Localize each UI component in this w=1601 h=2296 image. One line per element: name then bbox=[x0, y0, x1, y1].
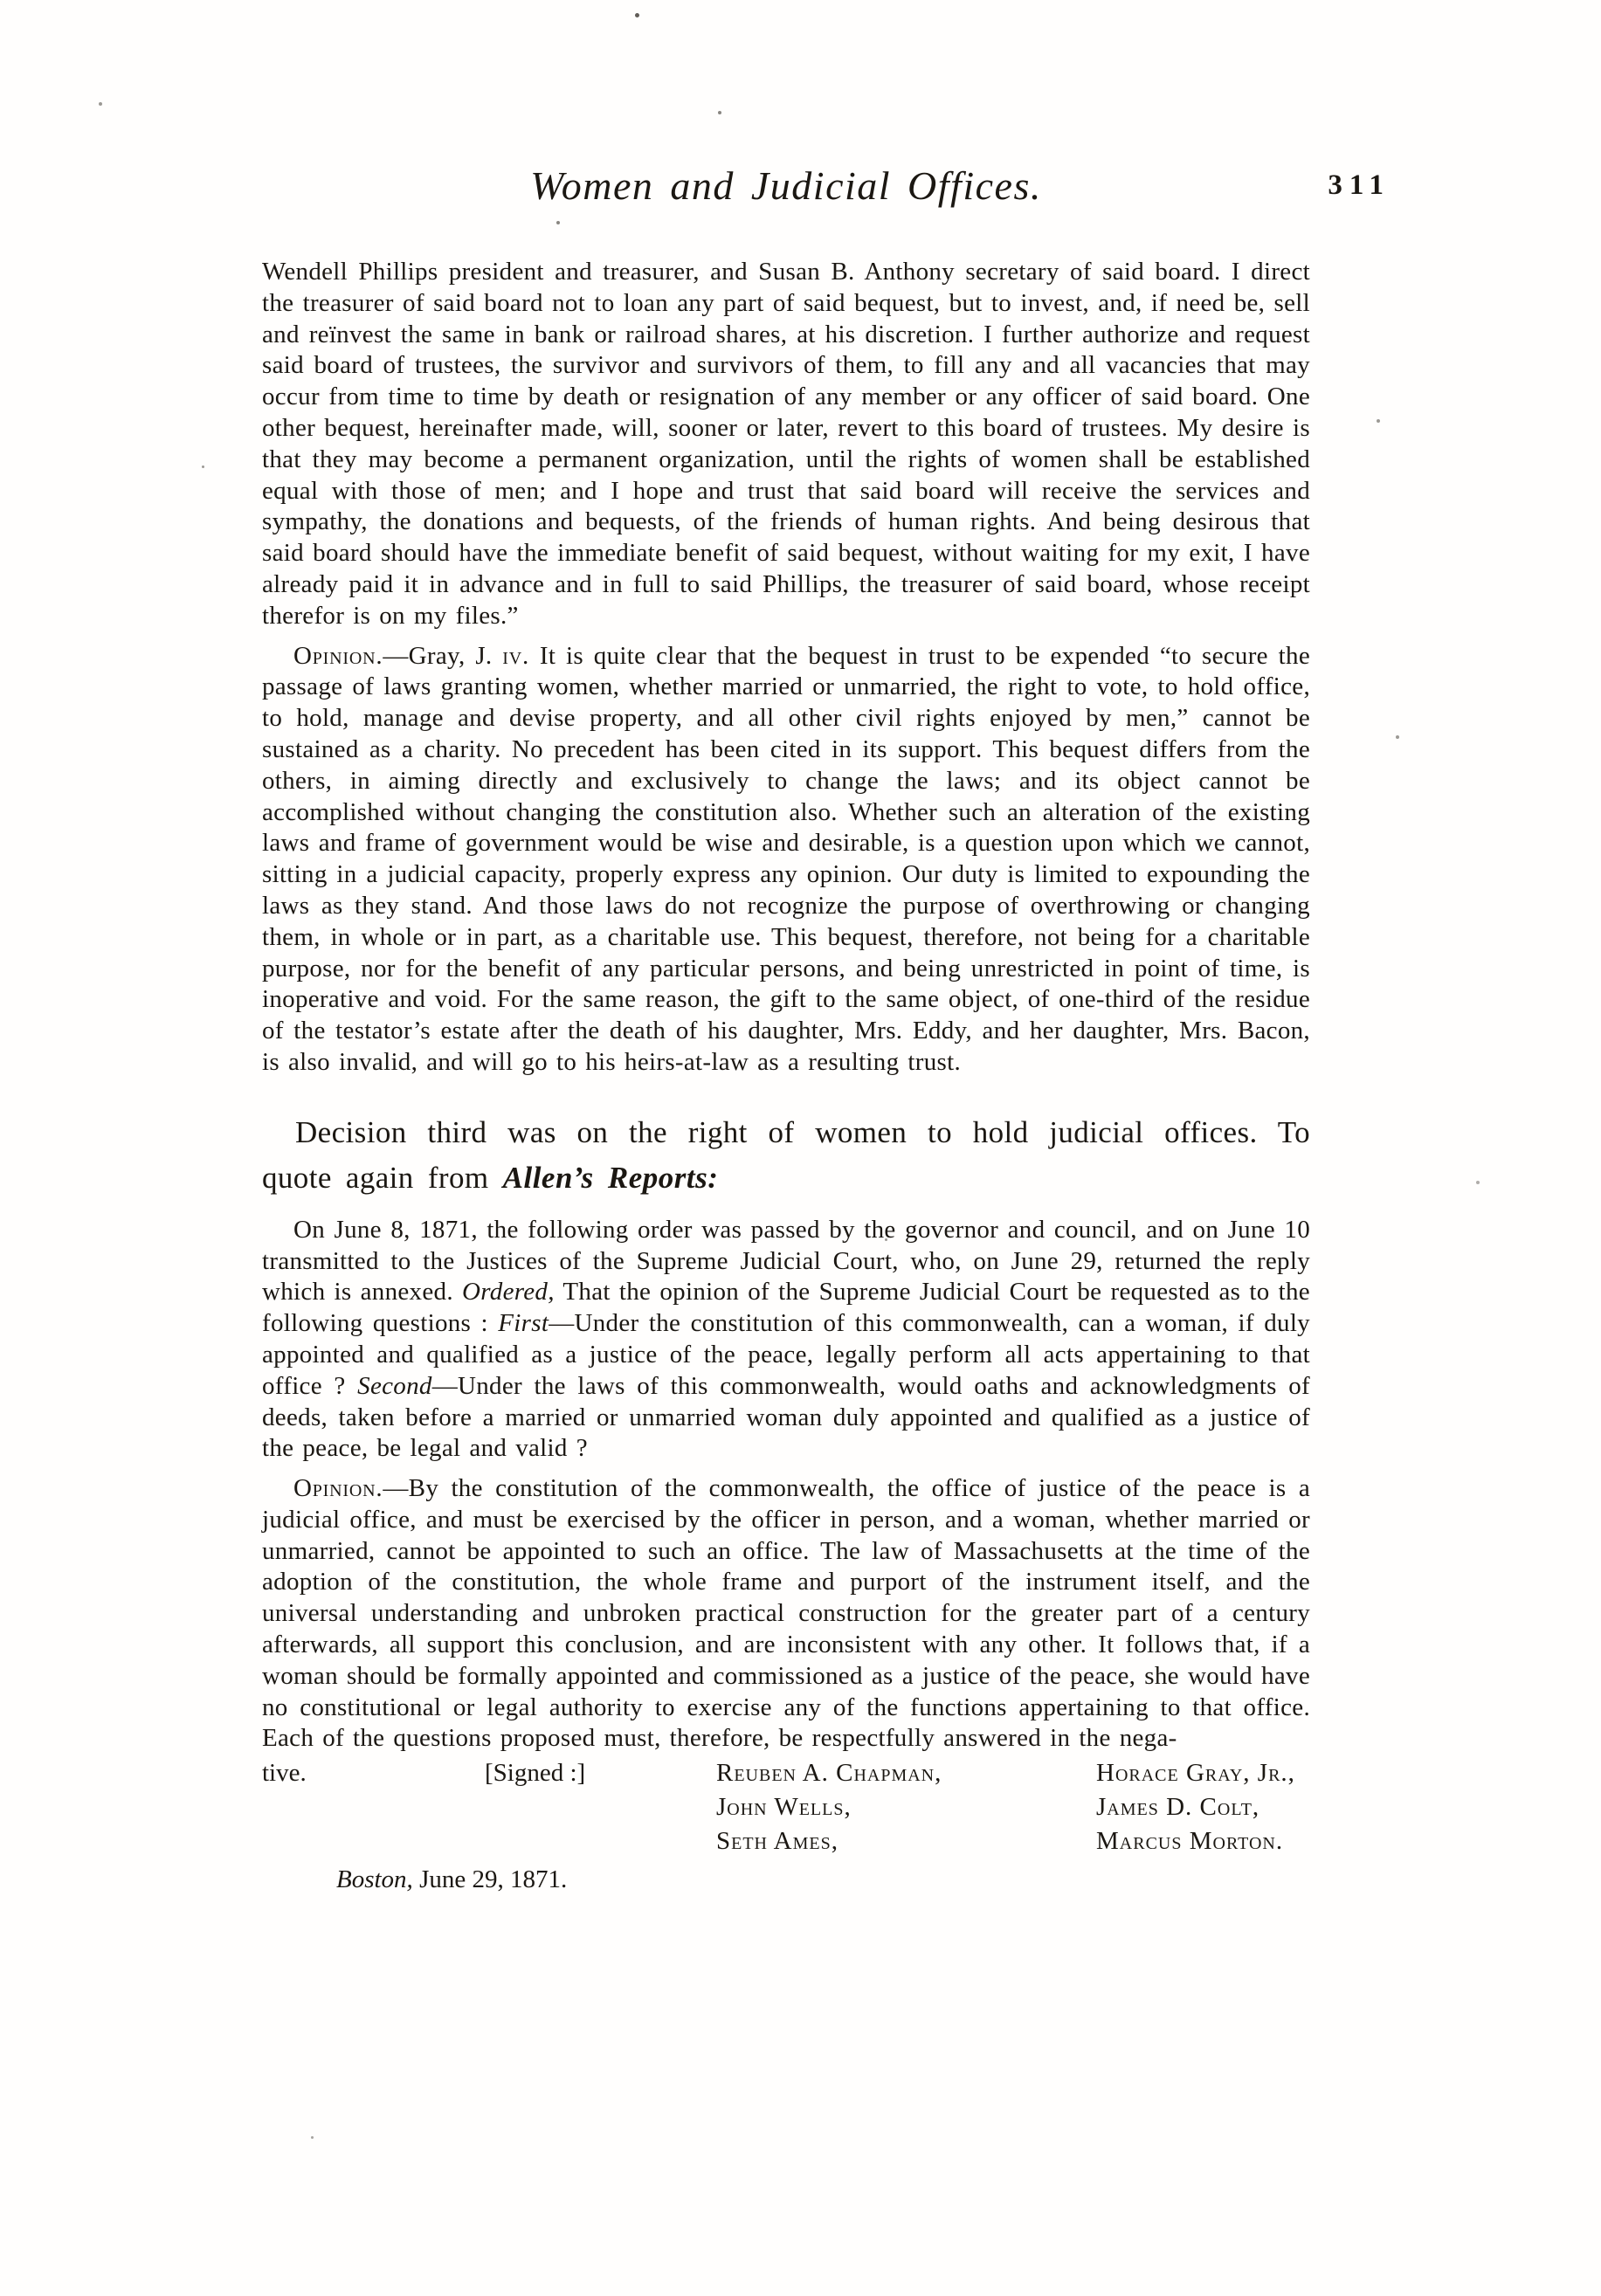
signature-name: Reuben A. Chapman, bbox=[716, 1759, 942, 1788]
word-continuation: tive. bbox=[262, 1759, 307, 1788]
scan-speck bbox=[99, 102, 102, 106]
signature-name: Seth Ames, bbox=[716, 1827, 838, 1856]
paragraph-bequest-will: Wendell Phillips president and treasurer, and Susan B. Anthony secretary of said board. I direct the treasurer of said board not to loan any part of said bequest, but to invest, and, if need be, sell and reïnvest the same in bank or railroad shares, at his discretion. I further authorize and request said board of trustees, the survivor and survivors of them, to fill any and all vacancies that may occur from time to time by death or resignation of any member or any officer of said board. One other bequest, hereinafter made, will, sooner or later, revert to this board of trustees. My desire is that they may become a permanent organization, until the rights of women shall be established equal with those of men; and I hope and trust that said board will receive the services and sympathy, the donations and bequests, of the friends of human rights. And being desirous that said board should have the immediate benefit of said bequest, without waiting for my exit, I have already paid it in advance and in full to said Phillips, the treasurer of said board, whose receipt therefor is on my files.” bbox=[262, 258, 1310, 630]
signature-name: Horace Gray, Jr., bbox=[1096, 1759, 1295, 1788]
signature-name: John Wells, bbox=[716, 1793, 852, 1822]
signature-row bbox=[262, 1790, 1310, 1824]
signature-row bbox=[262, 1824, 1310, 1858]
scan-speck bbox=[635, 13, 639, 17]
text-column bbox=[262, 162, 1391, 1894]
signed-label: [Signed :] bbox=[485, 1759, 586, 1788]
scan-speck bbox=[1476, 1181, 1480, 1184]
scan-speck bbox=[311, 2136, 314, 2139]
page-title: Women and Judicial Offices. bbox=[530, 163, 1042, 208]
paragraph-opinion-constitution: Opinion.—By the constitution of the commonwealth, the office of justice of the peace is a judicial office, and must be exercised by the officer in person, and a woman, whether married or unmarried, cannot be appointed to such an office. The law of Massachusetts at the time of the adoption of the constitution, the whole frame and purport of the instrument itself, and the universal understanding and unbroken practical construction for the greater part of a century afterwards, all support this conclusion, and are inconsistent with any other. It follows that, if a woman should be formally appointed and commissioned as a justice of the peace, she would have no constitutional or legal authority to exercise any of the functions appertaining to that office. Each of the questions proposed must, therefore, be respectfully answered in the nega- bbox=[262, 1474, 1310, 1753]
paragraph-order-june-1871: On June 8, 1871, the following order was passed by the governor and council, and on June 10 transmitted to the Justices of the Supreme Judicial Court, who, on June 29, returned the reply which is annexed. Ordered, That the opinion of the Supreme Judicial Court be requested as to the following questions : First—Under the constitution of this commonwealth, can a woman, if duly appointed and qualified as a justice of the peace, legally perform all acts appertaining to that office ? Second—Under the laws of this commonwealth, would oaths and acknowledgments of deeds, taken before a married or unmarried woman duly appointed and qualified as a justice of the peace, be legal and valid ? bbox=[262, 1215, 1310, 1463]
running-head bbox=[262, 162, 1391, 218]
paragraph-opinion-gray: Opinion.—Gray, J. iv. It is quite clear that the bequest in trust to be expended “to secure the passage of laws granting women, whether married or unmarried, the right to vote, to hold office, to hold, manage and devise property, and all other civil rights enjoyed by men,” cannot be sustained as a charity. No precedent has been cited in its support. This bequest differs from the others, in aiming directly and exclusively to change the laws; and its object cannot be accomplished without changing the constitution also. Whether such an alteration of the existing laws and frame of government would be wise and desirable, is a question upon which we cannot, sitting in a judicial capacity, properly express any opinion. Our duty is limited to expounding the laws as they stand. And those laws do not recognize the purpose of overthrowing or changing them, in whole or in part, as a charitable use. This bequest, therefore, not being for a charitable purpose, nor for the benefit of any particular persons, and being unrestricted in point of time, is inoperative and void. For the same reason, the gift to the same object, of one-third of the residue of the testator’s estate after the death of his daughter, Mrs. Eddy, and her daughter, Mrs. Bacon, is also invalid, and will go to his heirs-at-law as a resulting trust. bbox=[262, 641, 1310, 1076]
signature-row bbox=[262, 1756, 1310, 1790]
signature-name: James D. Colt, bbox=[1096, 1793, 1260, 1822]
signature-name: Marcus Morton. bbox=[1096, 1827, 1284, 1856]
dateline: Boston, June 29, 1871. bbox=[336, 1865, 568, 1894]
scan-speck bbox=[1396, 735, 1399, 739]
scan-speck bbox=[202, 465, 204, 468]
section-heading-decision-third: Decision third was on the right of women to hold judicial offices. To quote again from Allen’s Reports: bbox=[262, 1114, 1310, 1195]
signature-block bbox=[262, 1756, 1310, 1858]
scan-speck bbox=[1377, 419, 1380, 423]
page-number: 311 bbox=[1328, 169, 1391, 201]
scan-speck bbox=[718, 111, 721, 114]
